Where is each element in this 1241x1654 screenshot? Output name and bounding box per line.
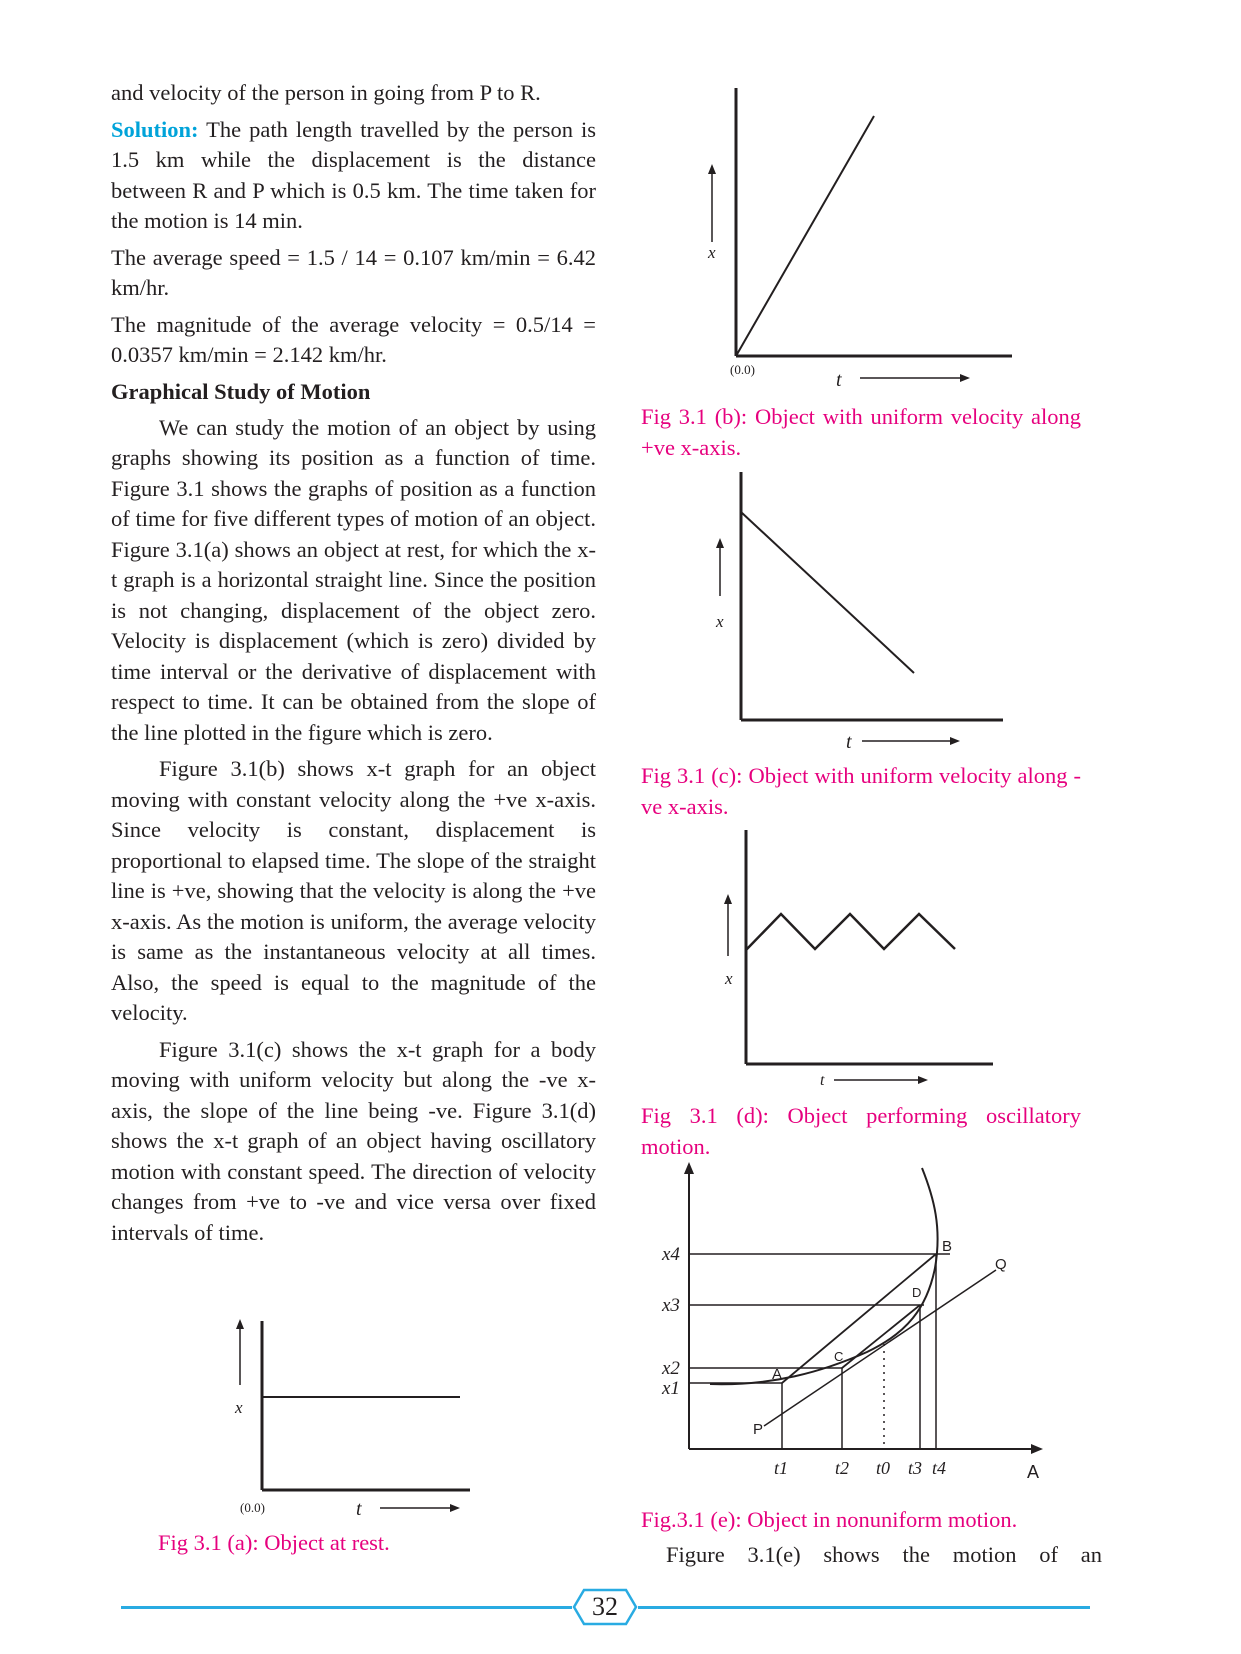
figure-e-t-label-t3: t3	[908, 1458, 923, 1478]
solution-label: Solution:	[111, 116, 199, 142]
figure-d-caption: Fig 3.1 (d): Object performing oscillatory motion.	[641, 1103, 1081, 1159]
figure-a-t-label: t	[356, 1498, 362, 1520]
figure-e-y-label-x4: x4	[662, 1244, 680, 1265]
figure-b-x-label: x	[708, 243, 716, 262]
figure-e-t-label-t2: t2	[835, 1458, 850, 1478]
paragraph-fig-b: Figure 3.1(b) shows x-t graph for an object moving with constant velocity along the +ve x-axis. Since velocity is constant, displacement is proportional to elapsed time. The slope of the straight line is +ve, showing that the velocity is along the +ve x-axis. As the motion is uniform, the average velocity is same as the instantaneous velocity at all times. Also, the speed is equal to the magnitude of the velocity.	[111, 756, 596, 1025]
figure-c-graph	[710, 466, 1010, 756]
paragraph-graph-intro: We can study the motion of an object by using graphs showing its position as a function of time. Figure 3.1 shows the graphs of position as a function of time for five different types of motion of an object. Figure 3.1(a) shows an object at rest, for which the x-t graph is a horizontal straight line. Since the position is not changing, displacement of the object zero. Velocity is displacement (which is zero) divided by time interval or the derivative of displacement with respect to time. It can be obtained from the slope of the line plotted in the figure which is zero.	[111, 414, 596, 745]
figure-e-y-label-x3: x3	[662, 1295, 680, 1316]
figure-a-caption: Fig 3.1 (a): Object at rest.	[158, 1530, 390, 1555]
figure-e-point-p: P	[753, 1421, 764, 1438]
solution-text: The path length travelled by the person is 1.5 km while the displacement is the distance between R and P which is 0.5 km. The time taken for the motion is 14 min.	[111, 116, 596, 233]
figure-e-t-label-t1: t1	[774, 1458, 789, 1478]
figure-b-t-label: t	[836, 369, 842, 391]
solution-paragraph	[111, 115, 596, 237]
figure-e-t-label-t4: t4	[932, 1458, 947, 1478]
figure-e-point-c: C	[834, 1349, 844, 1364]
figure-e-point-b: B	[942, 1238, 953, 1255]
figure-e-point-d: D	[912, 1285, 922, 1300]
figure-e-y-label-x1: x1	[662, 1378, 680, 1399]
figure-b-graph	[700, 82, 1020, 392]
figure-a-graph	[220, 1315, 480, 1520]
figure-e-point-q: Q	[995, 1256, 1007, 1273]
figure-e-graph	[652, 1158, 1052, 1488]
average-speed: The average speed = 1.5 / 14 = 0.107 km/min = 6.42 km/hr.	[111, 244, 596, 300]
figure-a-x-label: x	[235, 1398, 243, 1417]
figure-e-axis-end-label: A	[1027, 1462, 1040, 1482]
figure-c-caption: Fig 3.1 (c): Object with uniform velocity along -ve x-axis.	[641, 763, 1081, 819]
right-column-last-line: Figure 3.1(e) shows the motion of an	[666, 1542, 1102, 1567]
footer-line-left	[121, 1606, 572, 1609]
figure-e-point-a: A	[772, 1366, 783, 1383]
figure-c-x-label: x	[716, 612, 724, 631]
intro-line: and velocity of the person in going from P to R.	[111, 80, 541, 105]
figure-a-origin-label: (0.0)	[240, 1500, 265, 1515]
paragraph-fig-c-d: Figure 3.1(c) shows the x-t graph for a body moving with uniform velocity but along the -ve x-axis, the slope of the line being -ve. Figure 3.1(d) shows the x-t graph of an object having oscillatory motion with constant speed. The direction of velocity changes from +ve to -ve and vice versa over fixed intervals of time.	[111, 1036, 596, 1245]
figure-e-caption: Fig.3.1 (e): Object in nonuniform motion.	[641, 1507, 1018, 1532]
average-velocity: The magnitude of the average velocity = 0.5/14 = 0.0357 km/min = 2.142 km/hr.	[111, 311, 596, 367]
figure-b-caption: Fig 3.1 (b): Object with uniform velocity along +ve x-axis.	[641, 404, 1081, 460]
section-heading: Graphical Study of Motion	[111, 378, 371, 404]
figure-d-graph	[718, 826, 1008, 1096]
figure-d-x-label: x	[725, 969, 733, 988]
left-column	[111, 78, 596, 1254]
page-number-badge	[572, 1587, 638, 1627]
figure-c-t-label: t	[846, 731, 852, 753]
figure-e-y-label-x2: x2	[662, 1358, 680, 1379]
figure-d-t-label: t	[820, 1072, 825, 1089]
footer-line-right	[638, 1606, 1090, 1609]
figure-e-t-label-t0: t0	[876, 1458, 891, 1478]
figure-b-origin-label: (0.0)	[730, 362, 755, 377]
page-number: 32	[592, 1592, 618, 1621]
